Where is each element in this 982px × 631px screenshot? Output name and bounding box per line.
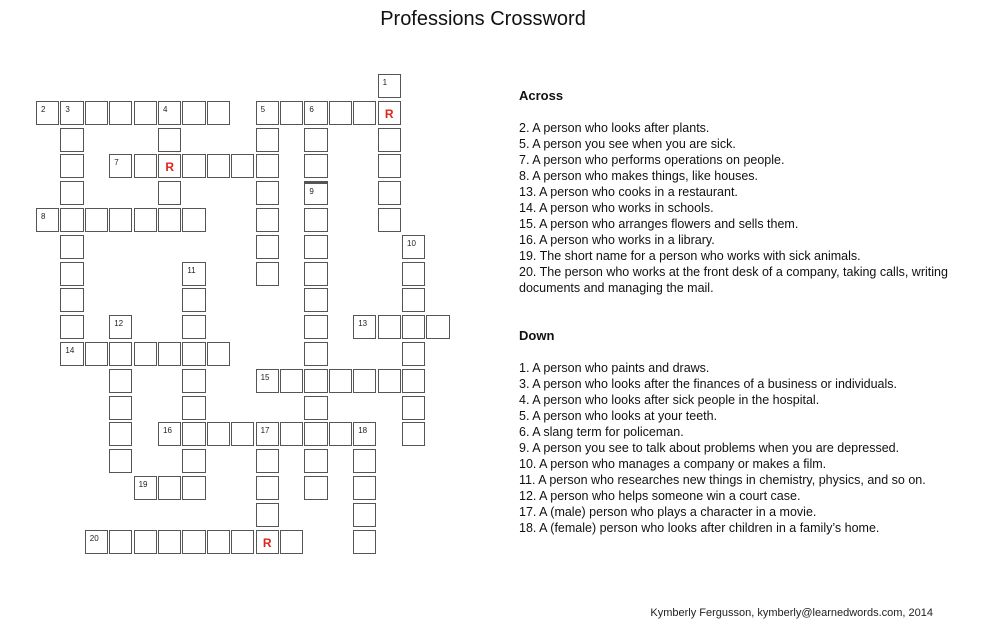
grid-cell[interactable]: [256, 208, 279, 232]
grid-cell[interactable]: [36, 208, 59, 232]
grid-cell[interactable]: [109, 449, 132, 473]
grid-cell[interactable]: [304, 208, 327, 232]
grid-cell[interactable]: [402, 396, 425, 420]
grid-cell[interactable]: [109, 342, 132, 366]
grid-cell[interactable]: [60, 181, 83, 205]
grid-cell[interactable]: [280, 422, 303, 446]
clues-panel: [519, 88, 959, 535]
grid-cell[interactable]: [158, 181, 181, 205]
author-credit: Kymberly Fergusson, kymberly@learnedwords.com, 2014: [650, 607, 933, 619]
clue-number: 9: [309, 187, 314, 197]
grid-cell[interactable]: [304, 154, 327, 178]
grid-cell[interactable]: [304, 128, 327, 152]
grid-cell[interactable]: [182, 208, 205, 232]
grid-cell[interactable]: [304, 262, 327, 286]
down-heading: Down: [519, 328, 555, 343]
grid-cell[interactable]: [378, 101, 401, 125]
clue-number: 3: [65, 104, 70, 114]
grid-cell[interactable]: [256, 422, 279, 446]
grid-cell[interactable]: [353, 422, 376, 446]
given-letter: R: [262, 535, 272, 550]
grid-cell[interactable]: [256, 449, 279, 473]
down-clue: 12. A person who helps someone win a court case.: [519, 489, 801, 503]
grid-cell[interactable]: [207, 101, 230, 125]
grid-cell[interactable]: [378, 208, 401, 232]
grid-cell[interactable]: [109, 530, 132, 554]
clue-number: 20: [89, 533, 99, 543]
clue-number: 6: [309, 104, 314, 114]
grid-cell[interactable]: [109, 396, 132, 420]
grid-cell[interactable]: [329, 101, 352, 125]
across-clue: 13. A person who cooks in a restaurant.: [519, 185, 738, 199]
grid-cell[interactable]: [304, 476, 327, 500]
clue-number: 8: [41, 212, 46, 221]
grid-cell[interactable]: [60, 101, 83, 125]
grid-cell[interactable]: [158, 101, 181, 125]
grid-cell[interactable]: [134, 530, 157, 554]
grid-cell[interactable]: [60, 128, 83, 152]
grid-cell[interactable]: [182, 476, 205, 500]
across-heading: Across: [519, 88, 564, 103]
grid-cell[interactable]: [182, 396, 205, 420]
across-clue: 16. A person who works in a library.: [519, 233, 715, 247]
grid-cell[interactable]: [85, 208, 108, 232]
across-clue: 8. A person who makes things, like houses.: [519, 169, 759, 183]
across-clue: 14. A person who works in schools.: [519, 201, 714, 215]
grid-cell[interactable]: [304, 101, 327, 125]
down-clue: 17. A (male) person who plays a character in a movie.: [519, 505, 817, 519]
across-clue: 15. A person who arranges flowers and sells them.: [519, 217, 799, 231]
grid-cell[interactable]: [182, 369, 205, 393]
down-clue: 11. A person who researches new things in chemistry, physics, and so on.: [519, 473, 926, 487]
grid-cell[interactable]: [280, 101, 303, 125]
across-clue: 20. The person who works at the front desk of a company, taking calls, writing documents and managing the mail.: [519, 265, 948, 295]
across-clue: 2. A person who looks after plants.: [519, 121, 710, 135]
grid-cell[interactable]: [402, 315, 425, 339]
across-clue-list: [519, 120, 959, 296]
grid-cell[interactable]: [182, 342, 205, 366]
grid-cell[interactable]: [134, 154, 157, 178]
clue-number: 2: [41, 104, 46, 114]
grid-cell[interactable]: [402, 288, 425, 312]
grid-cell[interactable]: [353, 101, 376, 125]
grid-cell[interactable]: [134, 476, 157, 500]
grid-cell[interactable]: [85, 101, 108, 125]
clue-number: 5: [260, 104, 266, 114]
given-letter: R: [165, 160, 174, 175]
grid-cell[interactable]: [304, 235, 327, 259]
grid-cell[interactable]: [256, 262, 279, 286]
across-clue: 19. The short name for a person who works with sick animals.: [519, 249, 861, 263]
grid-cell[interactable]: [353, 449, 376, 473]
grid-cell[interactable]: [304, 422, 327, 446]
grid-cell[interactable]: [134, 208, 157, 232]
clue-number: 19: [138, 480, 148, 489]
given-letter: R: [384, 106, 394, 121]
grid-cell[interactable]: [304, 342, 327, 366]
grid-cell[interactable]: [109, 369, 132, 393]
grid-cell[interactable]: [231, 422, 254, 446]
grid-cell[interactable]: [182, 530, 205, 554]
grid-cell[interactable]: [280, 369, 303, 393]
grid-cell[interactable]: [60, 288, 83, 312]
grid-cell[interactable]: [378, 74, 401, 98]
down-clue: 6. A slang term for policeman.: [519, 425, 684, 439]
grid-cell[interactable]: [158, 208, 181, 232]
grid-cell[interactable]: [158, 128, 181, 152]
clue-number: 14: [65, 346, 75, 355]
clue-number: 17: [260, 426, 270, 436]
grid-cell[interactable]: [304, 181, 327, 205]
grid-cell[interactable]: [353, 315, 376, 339]
grid-cell[interactable]: [207, 422, 230, 446]
grid-cell[interactable]: [109, 101, 132, 125]
grid-cell[interactable]: [85, 530, 108, 554]
grid-cell[interactable]: [402, 369, 425, 393]
grid-cell[interactable]: [256, 476, 279, 500]
grid-cell[interactable]: [353, 476, 376, 500]
grid-cell[interactable]: [402, 422, 425, 446]
grid-cell[interactable]: [134, 342, 157, 366]
grid-cell[interactable]: [182, 315, 205, 339]
grid-cell[interactable]: [256, 369, 279, 393]
across-clue: 7. A person who performs operations on people.: [519, 153, 785, 167]
grid-cell[interactable]: [304, 396, 327, 420]
clue-number: 7: [114, 158, 119, 168]
grid-cell[interactable]: [60, 235, 83, 259]
down-block: [519, 328, 959, 536]
grid-cell[interactable]: [378, 181, 401, 205]
across-clue: 5. A person you see when you are sick.: [519, 137, 736, 151]
down-clue: 18. A (female) person who looks after children in a family’s home.: [519, 521, 880, 535]
grid-cell[interactable]: [378, 315, 401, 339]
clue-number: 13: [358, 319, 368, 329]
grid-cell[interactable]: [60, 315, 83, 339]
grid-cell[interactable]: [207, 342, 230, 366]
grid-cell[interactable]: [378, 369, 401, 393]
grid-cell[interactable]: [402, 262, 425, 286]
grid-cell[interactable]: [378, 128, 401, 152]
grid-cell[interactable]: [304, 449, 327, 473]
grid-cell[interactable]: [304, 369, 327, 393]
grid-cell[interactable]: [85, 342, 108, 366]
grid-cell[interactable]: [256, 101, 279, 125]
grid-cell[interactable]: [256, 235, 279, 259]
grid-cell[interactable]: [280, 530, 303, 554]
grid-cell[interactable]: [353, 503, 376, 527]
grid-cell[interactable]: [182, 154, 205, 178]
down-clue-list: [519, 360, 959, 536]
grid-cell[interactable]: [426, 315, 449, 339]
grid-cell[interactable]: [60, 342, 83, 366]
grid-cell[interactable]: [182, 422, 205, 446]
grid-cell[interactable]: [60, 208, 83, 232]
clue-number: 11: [187, 265, 196, 275]
grid-cell[interactable]: [158, 342, 181, 366]
grid-cell[interactable]: [256, 181, 279, 205]
grid-cell[interactable]: [109, 315, 132, 339]
grid-cell[interactable]: [109, 154, 132, 178]
grid-cell[interactable]: [207, 154, 230, 178]
grid-cell[interactable]: [109, 422, 132, 446]
grid-cell[interactable]: [353, 369, 376, 393]
clue-number: 15: [260, 372, 270, 382]
page-title: Professions Crossword: [380, 8, 586, 30]
down-clue: 10. A person who manages a company or makes a film.: [519, 457, 827, 471]
clue-number: 12: [114, 319, 124, 329]
grid-cell[interactable]: [402, 235, 425, 259]
down-clue: 9. A person you see to talk about problems when you are depressed.: [519, 441, 900, 455]
grid-cell[interactable]: [304, 288, 327, 312]
grid-cell[interactable]: [182, 262, 205, 286]
grid-cell[interactable]: [207, 530, 230, 554]
down-clue: 5. A person who looks at your teeth.: [519, 409, 718, 423]
grid-cell[interactable]: [329, 369, 352, 393]
grid-cell[interactable]: [182, 288, 205, 312]
clue-number: 16: [163, 426, 172, 436]
grid-cell[interactable]: [158, 154, 181, 178]
grid-cell[interactable]: [158, 530, 181, 554]
grid-cell[interactable]: [304, 315, 327, 339]
clue-number: 10: [407, 238, 416, 248]
grid-cell[interactable]: [353, 530, 376, 554]
grid-cell[interactable]: [60, 262, 83, 286]
grid-cell[interactable]: [182, 449, 205, 473]
grid-cell[interactable]: [378, 154, 401, 178]
grid-cell[interactable]: [60, 154, 83, 178]
grid-cell[interactable]: [158, 476, 181, 500]
clue-number: 4: [163, 104, 168, 114]
grid-cell[interactable]: [256, 128, 279, 152]
across-block: [519, 88, 959, 296]
grid-cell[interactable]: [231, 154, 254, 178]
grid-cell[interactable]: [109, 208, 132, 232]
grid-cell[interactable]: [182, 101, 205, 125]
clue-number: 18: [358, 426, 368, 436]
down-clue: 1. A person who paints and draws.: [519, 361, 710, 375]
grid-cell[interactable]: [402, 342, 425, 366]
down-clue: 3. A person who looks after the finances of a business or individuals.: [519, 377, 898, 391]
grid-cell[interactable]: [329, 422, 352, 446]
clue-number: 1: [382, 78, 388, 87]
grid-cell[interactable]: [36, 101, 59, 125]
grid-cell[interactable]: [256, 530, 279, 554]
grid-cell[interactable]: [256, 154, 279, 178]
grid-cell[interactable]: [158, 422, 181, 446]
grid-cell[interactable]: [231, 530, 254, 554]
grid-cell[interactable]: [134, 101, 157, 125]
down-clue: 4. A person who looks after sick people in the hospital.: [519, 393, 820, 407]
grid-cell[interactable]: [256, 503, 279, 527]
